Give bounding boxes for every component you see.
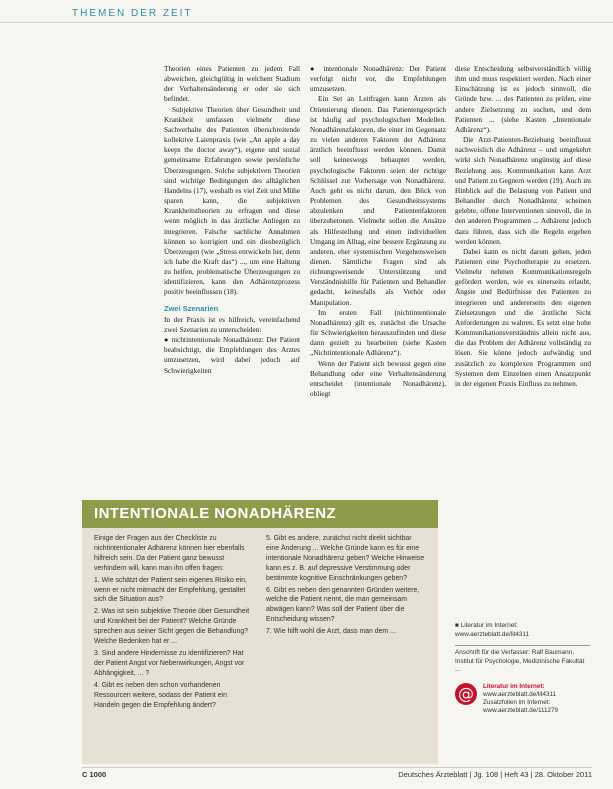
info-box — [82, 500, 438, 764]
web-reference-text — [483, 683, 590, 715]
box-paragraph: 6. Gibt es neben den genannten Gründen weitere, welche die Patient nennt, die man gemeinsam abwägen kann? Was soll der Patient über die Entscheidung wissen? — [266, 586, 420, 624]
info-box-column-right — [266, 534, 426, 639]
article-sidebar-notes — [455, 622, 590, 715]
subheading: Zwei Szenarien — [164, 303, 219, 313]
article-column-1 — [164, 64, 300, 376]
web-link[interactable]: www.aerzteblatt.de/lit4311 — [483, 690, 557, 698]
box-paragraph: 7. Wie hilft wohl die Arzt, dass man dem ... — [266, 628, 396, 636]
author-address: Anschrift für die Verfasser: Ralf Baumann, Institut für Psychologie, Medizinische Fakultät ... — [455, 649, 585, 674]
box-paragraph: 4. Gibt es neben den schon vorhandenen Ressourcen weitere, sodass der Patient ein Handeln gegen die Empfehlung ändert? — [94, 681, 227, 709]
web-intro: Literatur im Internet: — [483, 682, 545, 690]
bullet-paragraph: ● nichtintentionale Nonadhärenz: Der Patient beabsichtigt, die Empfehlungen des Arztes umzusetzen, wird dabei jedoch auf Schwierigkeiten — [164, 335, 300, 375]
box-paragraph: 5. Gibt es andere, zunächst nicht direkt sichtbar eine Änderung ... Welche Gründe kann es für eine intentionale Nonadhärenz geben? Welche Hinweise kann es z. B. auf depressive Verstimmung oder bestimmte kognitive Einschränkungen geben? — [266, 535, 425, 582]
bullet-paragraph: ● intentionale Nonadhärenz: Der Patient verfolgt nicht vor, die Empfehlungen umzusetzen. — [310, 64, 446, 94]
info-box-title: INTENTIONALE NONADHÄRENZ — [82, 500, 438, 528]
paragraph: Subjektive Theorien über Gesundheit und Krankheit umfassen vielmehr diese Sachverhalte des Patienten überschreitende kollektive Laienpraxis (wie „An apple a day keeps the doctor away“), eigene und sozial gemeinsame Erfahrungen sowie persönliche Überzeugungen. Solche subjektiven Theorien sind wichtige Bedingungen des alltäglichen Handelns (17), weshalb es viel Zeit und Mühe sparen kann, die subjektiven Krankheitstheorien zu erfragen und diese wenn möglich in das ärztliche Anliegen zu integrieren. Falsche sachliche Annahmen können so korrigiert und ein diesbezüglich Überzeugen (wie „Stress entwickeln her, denn ich habe die Kraft das“) ..., um eine Haltung zu helfen, problematische Überzeugungen zu identifizieren, kann den Adhärenzprozess positiv beeinflussen (18). — [164, 104, 300, 297]
paragraph: Dabei kann es nicht darum gehen, jeden Patienten eine Psychotherapie zu ersetzen. Vielmehr nehmen Kommunikationsregeln gefördert werden, wie es einerseits erlaubt, Ängste und Bedürfnisse des Patienten zu integrieren und andererseits den eigenen Zielsetzungen und die ärztliche Sicht Anforderungen zu wahren. Es setzt eine hohe Kommunikationsverständnis allein nicht aus, die das Problem der Adhärenz vollständig zu lösen. Sie könne jedoch aufwändig und zusätzlich zu komplexen Programmen und Systemen dem Einzelnen einen Ansatzpunkt in der eigenen Praxis Einfluss zu nehmen. — [455, 246, 591, 388]
paragraph: Im ersten Fall (nichtintentionale Nonadhärenz) gilt es, zunächst die Ursache für Schwierigkeiten herauszufinden und diese dann gezielt zu bearbeiten (siehe Kasten „Nichtintentionale Adhärenz“). — [310, 307, 446, 358]
box-paragraph: 1. Wie schätzt der Patient sein eigenes Risiko ein, wenn er nicht mitmacht der Empfehlung, gestaltet sich die Situation aus? — [94, 576, 247, 604]
page-number: C 1000 — [82, 770, 107, 779]
box-paragraph: 2. Was ist sein subjektive Theorie über Gesundheit und Krankheit bei der Patient? Welche Gründe sprechen aus seiner Sicht gegen die Behandlung? Welche Bedenken hat er ... — [94, 608, 250, 646]
at-sign-icon: @ — [455, 683, 477, 705]
article-column-3 — [455, 64, 591, 612]
page-footer — [82, 767, 592, 779]
paragraph: Ein Set an Leitfragen kann Ärzten als Orientierung dienen. Das Patientengespräch ist häufig auf psychologischen Modellen. Nonadhärenzfaktoren, die einer im Gegensatz zu vielen anderen Faktoren der Adhärenz ärztlich beeinflusst werden können. Damit soll keineswegs behauptet werden, psychologische Faktoren seien der richtige Schlüssel zur Vorhersage von Nonadhärenz. Auch geht es nicht darum, den Blick von Problemen des Gesundheitssystems abzulenken und Patientenfaktoren überzubetonen. Vielmehr sollen die Ansätze als Hilfestellung und einen individuellen Umgang im Alltag, eine bessere Ergänzung zu anderen, eher systemischen Vorgehensweisen dienen. Sämtliche Fragen sind als richtungsweisende Unterstützung und Verständnishilfe für Patienten und Behandler gedacht, keinesfalls als Verhör oder Manipulation. — [310, 94, 446, 307]
paragraph: In der Praxis ist es hilfreich, vereinfachend zwei Szenarien zu unterscheiden: — [164, 314, 300, 334]
literature-note: ■ Literatur im Internet: www.aerzteblatt.de/lit4311 — [455, 622, 530, 638]
paragraph: diese Entscheidung selbstverständlich völlig ihm und muss respektiert werden. Nach einer Einschätzung ist es jedoch sinnvoll, die Gründe bzw. ... des Patienten zu prüfen, eine andere Zielsetzung zu suchen, und dem Patienten ... (siehe Kasten „Intentionale Adhärenz“). — [455, 64, 591, 134]
article-column-2 — [310, 64, 446, 399]
paragraph: Theorien eines Patienten zu jedem Fall abweichen, gleichgültig in welchem Stadium der Verhaltensänderung er oder sie sich befindet. — [164, 64, 300, 104]
header-rule — [0, 22, 613, 23]
box-paragraph: 3. Sind andere Hindernisse zu identifizieren? Hat der Patient Angst vor Nebenwirkungen, Angst vor Abhängigkeit, ... ? — [94, 649, 245, 677]
divider — [455, 645, 590, 646]
web-reference — [455, 683, 590, 715]
web-more[interactable]: Zusatzfolien im Internet: www.aerzteblatt.de/111279 — [483, 698, 559, 714]
info-box-column-left — [94, 534, 254, 712]
box-paragraph: Einige der Fragen aus der Checkliste zu nichtintentionaler Adhärenz können hier ebenfalls hilfreich sein. Da der Patient ganz bewusst verhindern will, kann man ihn offen fragen: — [94, 535, 245, 572]
paragraph: Wenn der Patient sich bewusst gegen eine Behandlung oder eine Verhaltensänderung entscheidet (intentionale Nonadhärenz), obliegt — [310, 358, 446, 398]
section-header: THEMEN DER ZEIT — [72, 8, 193, 19]
journal-citation: Deutsches Ärzteblatt | Jg. 108 | Heft 43 | 28. Oktober 2011 — [398, 770, 592, 779]
paragraph: Die Arzt-Patienten-Beziehung beeinflusst nachweislich die Adhärenz – und umgekehrt wirkt sich Nonadhärenz ungünstig auf diese Beziehung aus. Kommunikation kann Arzt und Patient zu Gegnern werden (19). Auch im Hinblick auf die Belastung von Patient und Behandler durch Nonadhärenz scheinen gelebte, offene Interventionen sinnvoll, die in den anderen Programmen ... Adhärenz jedoch dazu führen, dass sich die Regeln ergeben werden können. — [455, 135, 591, 246]
